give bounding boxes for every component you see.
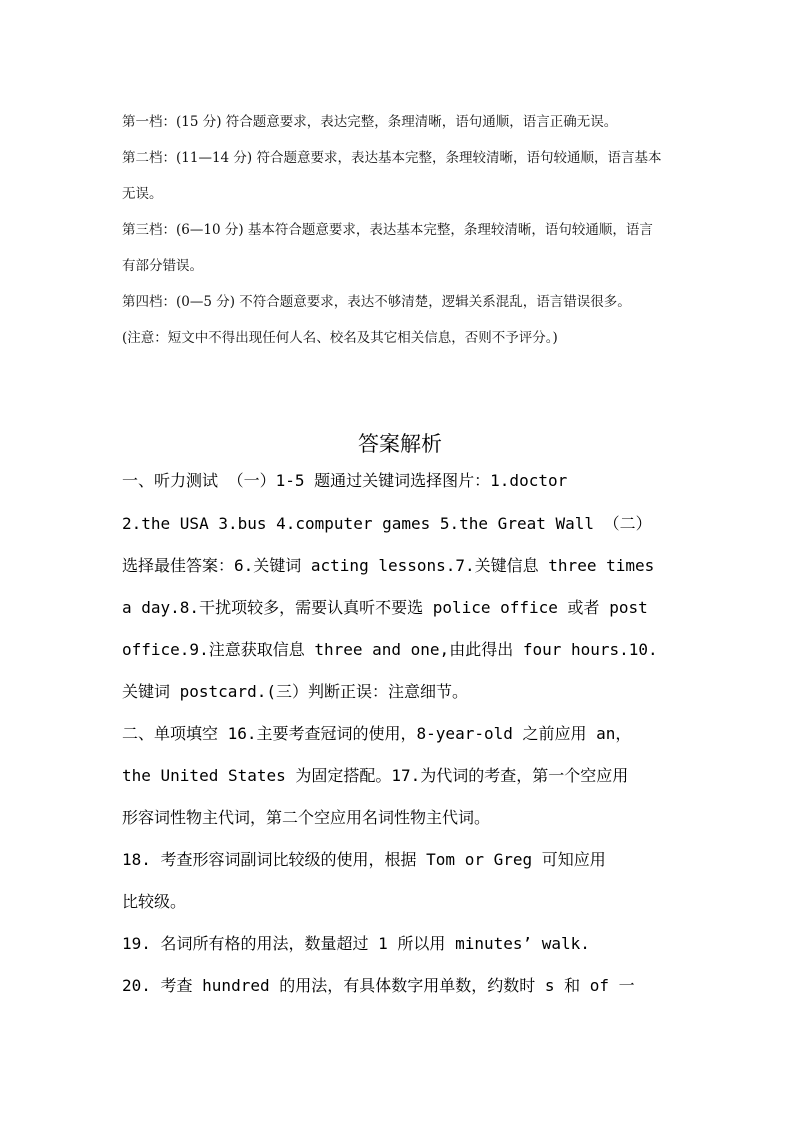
answer-line-8: the United States 为固定搭配。17.为代词的考查，第一个空应用 [122, 766, 629, 785]
answer-line-12: 19. 名词所有格的用法，数量超过 1 所以用 minutes’ walk. [122, 934, 590, 953]
answer-line-4: a day.8.干扰项较多，需要认真听不要选 police office 或者 post [122, 598, 648, 617]
answer-line-5: office.9.注意获取信息 three and one,由此得出 four hours.10. [122, 640, 658, 659]
answer-line-6: 关键词 postcard.(三）判断正误：注意细节。 [122, 682, 468, 701]
answer-line-10: 18. 考查形容词副词比较级的使用，根据 Tom or Greg 可知应用 [122, 850, 606, 869]
answer-line-1: 一、听力测试 （一）1-5 题通过关键词选择图片：1.doctor [122, 471, 568, 490]
answer-line-11: 比较级。 [122, 892, 187, 911]
grading-line-5: 有部分错误。 [122, 258, 203, 274]
grading-note: (注意：短文中不得出现任何人名、校名及其它相关信息，否则不予评分。) [122, 330, 558, 346]
grading-line-1: 第一档：(15 分) 符合题意要求，表达完整，条理清晰，语句通顺，语言正确无误。 [122, 114, 618, 130]
answer-line-2: 2.the USA 3.bus 4.computer games 5.the Great Wall （二） [122, 514, 652, 533]
grading-line-4: 第三档：(6—10 分) 基本符合题意要求，表达基本完整，条理较清晰，语句较通顺，语言 [122, 222, 653, 238]
answer-line-13: 20. 考查 hundred 的用法，有具体数字用单数，约数时 s 和 of 一 [122, 976, 635, 995]
grading-line-6: 第四档：(0—5 分) 不符合题意要求，表达不够清楚，逻辑关系混乱，语言错误很多。 [122, 294, 631, 310]
answer-line-3: 选择最佳答案：6.关键词 acting lessons.7.关键信息 three times [122, 556, 655, 575]
grading-line-3: 无误。 [122, 186, 163, 202]
answer-line-7: 二、单项填空 16.主要考查冠词的使用，8-year-old 之前应用 an， [122, 724, 632, 743]
grading-line-2: 第二档：(11—14 分) 符合题意要求，表达基本完整，条理较清晰，语句较通顺，语言基本 [122, 150, 662, 166]
answer-section-title: 答案解析 [358, 432, 442, 456]
answer-line-9: 形容词性物主代词，第二个空应用名词性物主代词。 [122, 808, 491, 827]
